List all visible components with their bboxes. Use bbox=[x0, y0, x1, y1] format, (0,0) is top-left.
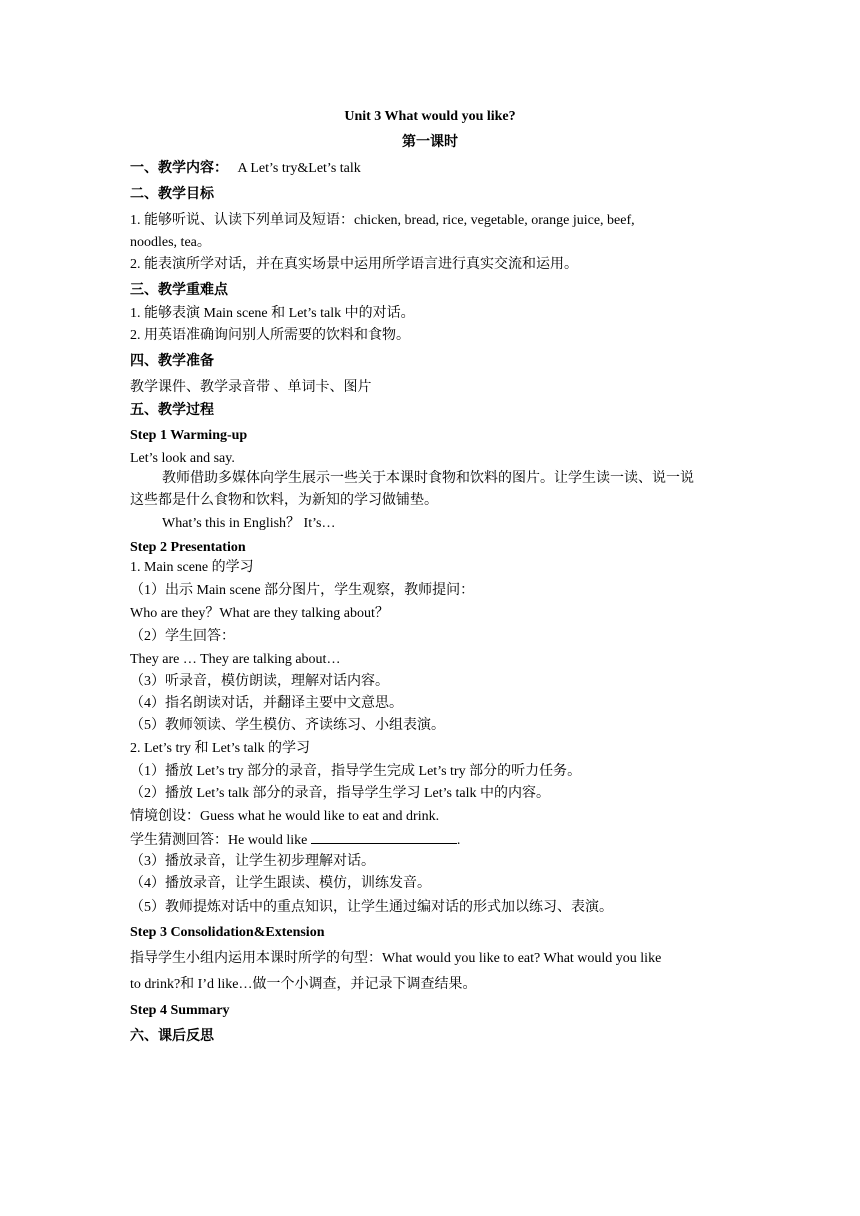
guess-end: . bbox=[456, 833, 461, 848]
step-1-question: What’s this in English？ It’s… bbox=[162, 516, 336, 531]
section-heading: 一、教学内容： bbox=[130, 161, 228, 176]
step-1-paragraph-line-1: 教师借助多媒体向学生展示一些关于本课时食物和饮料的图片。让学生读一读、说一说 bbox=[162, 471, 694, 486]
section-heading-objectives: 二、教学目标 bbox=[130, 187, 214, 202]
document-page bbox=[130, 0, 740, 1216]
step-3-line-2: to drink?和 I’d like…做一个小调查，并记录下调查结果。 bbox=[130, 977, 477, 992]
section-heading-reflection: 六、课后反思 bbox=[130, 1029, 214, 1044]
step-2-part-1-title: 1. Main scene 的学习 bbox=[130, 560, 254, 575]
step-2-part-2-item-4: （4）播放录音，让学生跟读、模仿，训练发音。 bbox=[130, 876, 431, 891]
step-1-subheading: Let’s look and say. bbox=[130, 451, 235, 466]
section-heading-preparation: 四、教学准备 bbox=[130, 354, 214, 369]
step-2-part-2-item-3: （3）播放录音，让学生初步理解对话。 bbox=[130, 854, 375, 869]
step-2-part-1-question: Who are they？What are they talking about？ bbox=[130, 606, 389, 621]
step-2-heading: Step 2 Presentation bbox=[130, 540, 246, 555]
document-subtitle: 第一课时 bbox=[402, 135, 458, 150]
step-2-part-1-answer: They are … They are talking about… bbox=[130, 652, 341, 667]
step-2-part-2-title: 2. Let’s try 和 Let’s talk 的学习 bbox=[130, 741, 311, 756]
step-1-paragraph-line-2: 这些都是什么食物和饮料，为新知的学习做铺垫。 bbox=[130, 493, 438, 508]
step-2-part-1-item-5: （5）教师领读、学生模仿、齐读练习、小组表演。 bbox=[130, 718, 445, 733]
step-2-part-1-item-3: （3）听录音，模仿朗读，理解对话内容。 bbox=[130, 674, 389, 689]
objective-2: 2. 能表演所学对话，并在真实场景中运用所学语言进行真实交流和运用。 bbox=[130, 257, 578, 272]
step-4-heading: Step 4 Summary bbox=[130, 1003, 230, 1018]
step-2-part-1-item-2: （2）学生回答： bbox=[130, 629, 235, 644]
preparation-text: 教学课件、教学录音带 、单词卡、图片 bbox=[130, 380, 372, 395]
step-2-part-1-item-4: （4）指名朗读对话，并翻译主要中文意思。 bbox=[130, 696, 403, 711]
step-1-heading: Step 1 Warming-up bbox=[130, 428, 248, 443]
key-point-2: 2. 用英语准确询问别人所需要的饮料和食物。 bbox=[130, 328, 410, 343]
objective-1-line-1: 1. 能够听说、认读下列单词及短语：chicken, bread, rice, vegetable, orange juice, beef, bbox=[130, 213, 635, 228]
answer-blank bbox=[311, 831, 457, 844]
guess-prompt: 学生猜测回答：He would like bbox=[130, 833, 311, 848]
step-2-part-2-item-2: （2）播放 Let’s talk 部分的录音，指导学生学习 Let’s talk 中的内容。 bbox=[130, 786, 550, 801]
document-title: Unit 3 What would you like? bbox=[344, 109, 516, 124]
section-text: A Let’s try&Let’s talk bbox=[237, 161, 361, 176]
step-2-part-2-item-5: （5）教师提炼对话中的重点知识，让学生通过编对话的形式加以练习、表演。 bbox=[130, 900, 613, 915]
step-3-line-1: 指导学生小组内运用本课时所学的句型：What would you like to eat? What would you like bbox=[130, 951, 662, 966]
key-point-1: 1. 能够表演 Main scene 和 Let’s talk 中的对话。 bbox=[130, 306, 415, 321]
step-2-part-2-item-1: （1）播放 Let’s try 部分的录音，指导学生完成 Let’s try 部分的听力任务。 bbox=[130, 764, 582, 779]
section-heading-key-points: 三、教学重难点 bbox=[130, 283, 228, 298]
step-3-heading: Step 3 Consolidation&Extension bbox=[130, 925, 325, 940]
section-heading-process: 五、教学过程 bbox=[130, 403, 214, 418]
step-2-part-2-scenario: 情境创设：Guess what he would like to eat and drink. bbox=[130, 809, 440, 824]
step-2-part-2-guess bbox=[130, 831, 460, 850]
objective-1-line-2: noodles, tea。 bbox=[130, 235, 211, 250]
section-teaching-content bbox=[130, 160, 361, 178]
step-2-part-1-item-1: （1）出示 Main scene 部分图片，学生观察，教师提问： bbox=[130, 583, 475, 598]
